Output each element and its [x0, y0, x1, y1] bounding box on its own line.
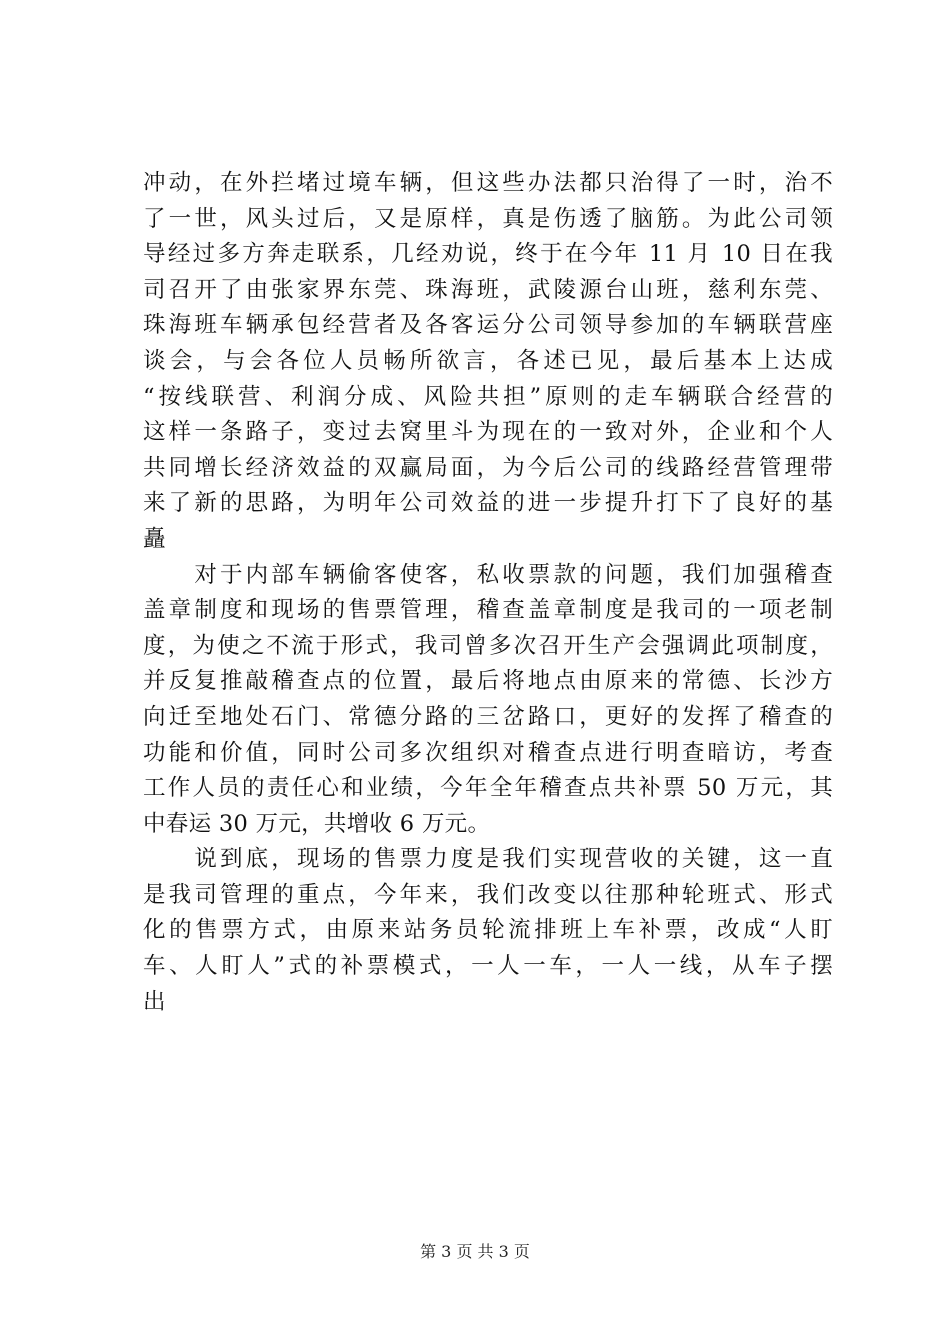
text-line: 并反复推敲稽查点的位置，最后将地点由原来的常德、长沙方 [143, 668, 833, 695]
text-line: 工作人员的责任心和业绩，今年全年稽查点共补票 50 万元，其 [143, 775, 833, 802]
text-line: 度，为使之不流于形式，我司曾多次召开生产会强调此项制度， [143, 632, 833, 659]
text-line: “按线联营、利润分成、风险共担”原则的走车辆联合经营的 [143, 383, 833, 410]
text-line: 谈会，与会各位人员畅所欲言，各述已见，最后基本上达成 [143, 347, 833, 374]
text-line: 司召开了由张家界东莞、珠海班，武陵源台山班，慈利东莞、 [143, 276, 833, 303]
text-line: 珠海班车辆承包经营者及各客运分公司领导参加的车辆联营座 [143, 312, 833, 339]
text-line: 出 [143, 988, 166, 1015]
text-line: 盖章制度和现场的售票管理，稽查盖章制度是我司的一项老制 [143, 597, 833, 624]
text-line: 说到底，现场的售票力度是我们实现营收的关键，这一直 [143, 846, 833, 873]
text-line: 对于内部车辆偷客使客，私收票款的问题，我们加强稽查 [143, 561, 833, 588]
text-line: 车、人盯人”式的补票模式，一人一车，一人一线，从车子摆 [143, 953, 833, 980]
text-line: 功能和价值，同时公司多次组织对稽查点进行明查暗访，考查 [143, 739, 833, 766]
text-line: 中春运 30 万元，共增收 6 万元。 [143, 810, 491, 837]
text-line: 向迁至地处石门、常德分路的三岔路口，更好的发挥了稽查的 [143, 703, 833, 730]
text-line: 这样一条路子，变过去窝里斗为现在的一致对外，企业和个人 [143, 419, 833, 446]
text-line: 来了新的思路，为明年公司效益的进一步提升打下了良好的基 [143, 490, 833, 517]
text-line: 是我司管理的重点，今年来，我们改变以往那种轮班式、形式 [143, 881, 833, 908]
text-line: 了一世，风头过后，又是原样，真是伤透了脑筋。为此公司领 [143, 205, 833, 232]
text-line: 冲动，在外拦堵过境车辆，但这些办法都只治得了一时，治不 [143, 170, 833, 196]
text-line: 导经过多方奔走联系，几经劝说，终于在今年 11 月 10 日在我 [143, 241, 833, 268]
text-line: 化的售票方式，由原来站务员轮流排班上车补票，改成“人盯 [143, 917, 833, 944]
body-text [143, 166, 833, 1020]
text-line: 矗 [143, 525, 166, 552]
page-footer: 第 3 页 共 3 页 [420, 1242, 530, 1261]
text-line: 共同增长经济效益的双赢局面，为今后公司的线路经营管理带 [143, 454, 833, 481]
